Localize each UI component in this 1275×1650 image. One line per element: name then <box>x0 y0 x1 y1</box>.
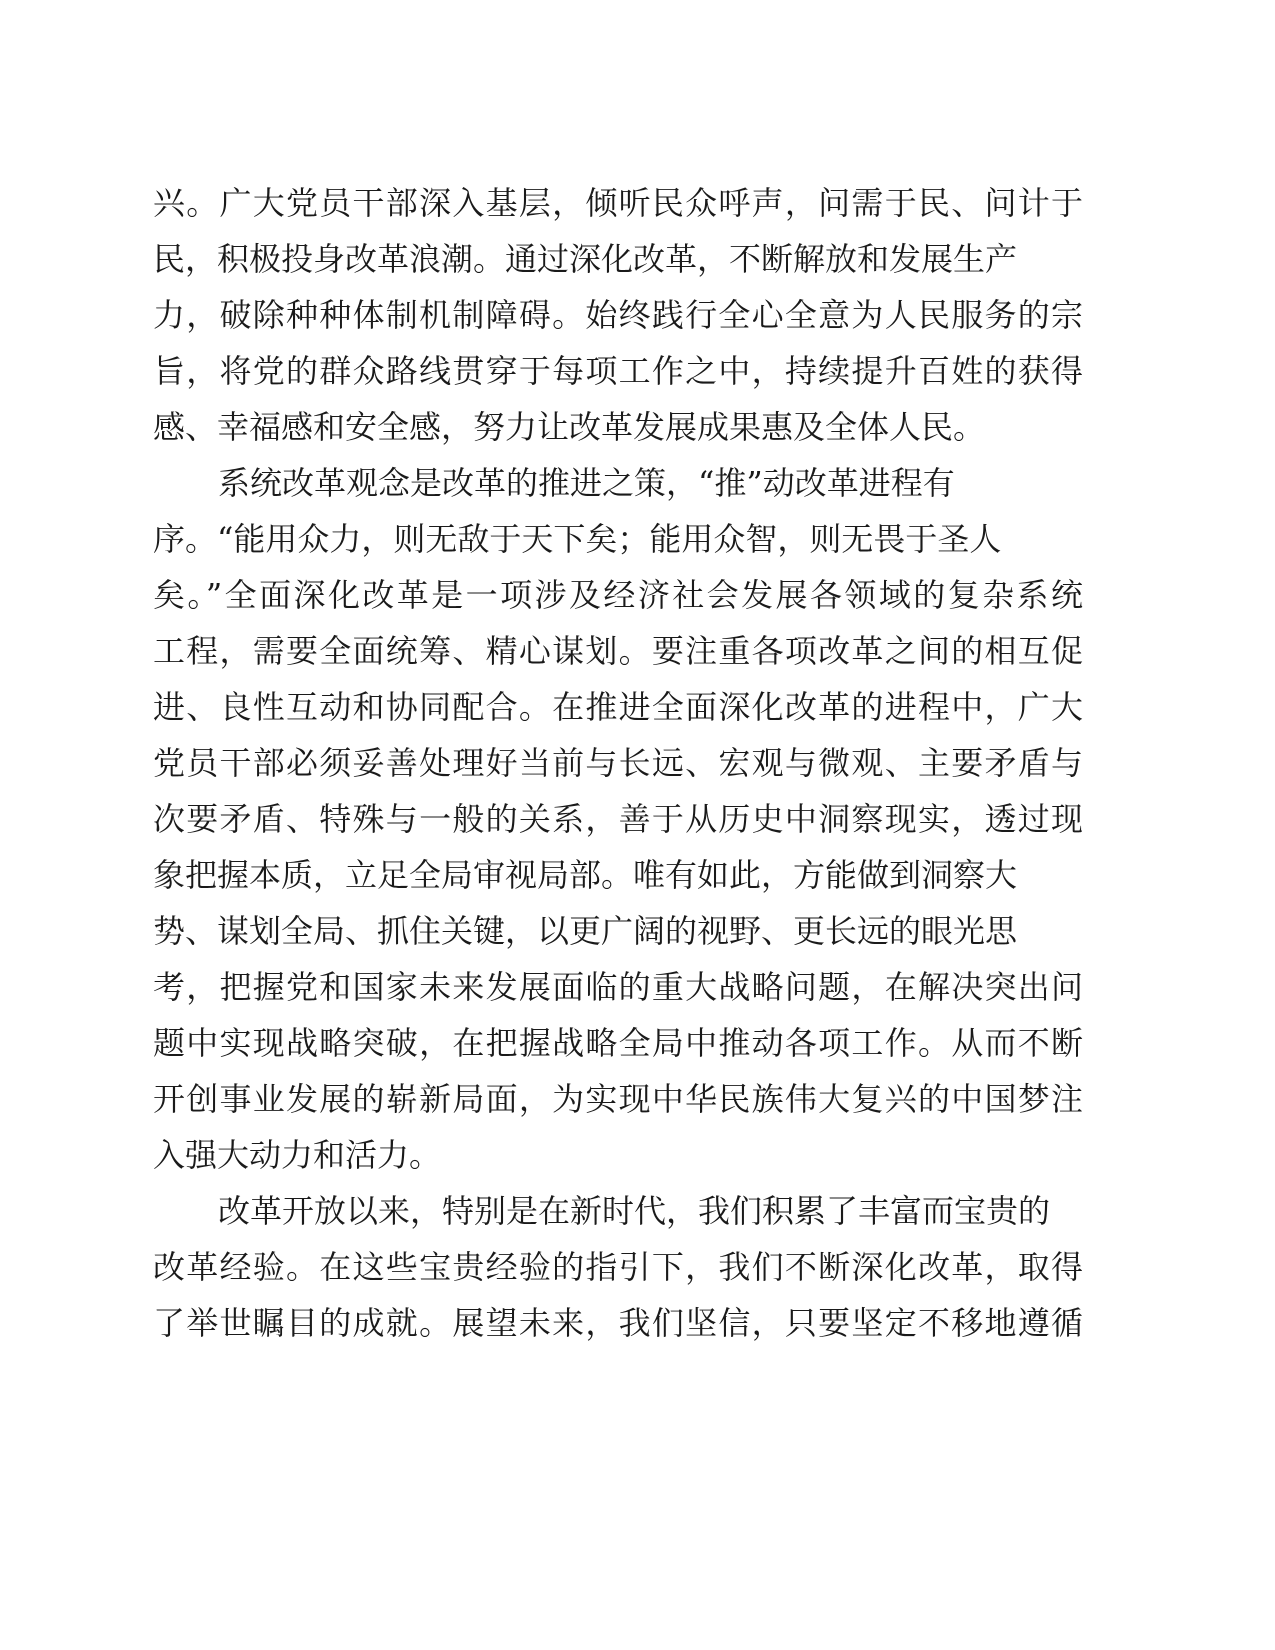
paragraph-2-line-3: 矣。”全面深化改革是一项涉及经济社会发展各领域的复杂系统 <box>153 576 1083 614</box>
paragraph-1-line-5: 感、幸福感和安全感，努力让改革发展成果惠及全体人民。 <box>153 408 986 446</box>
paragraph-2-line-12: 开创事业发展的崭新局面，为实现中华民族伟大复兴的中国梦注 <box>153 1080 1083 1118</box>
paragraph-2-line-9: 势、谋划全局、抓住关键，以更广阔的视野、更长远的眼光思 <box>153 912 1018 950</box>
paragraph-3-line-1: 改革开放以来，特别是在新时代，我们积累了丰富而宝贵的 <box>218 1192 1051 1230</box>
paragraph-1-line-4: 旨，将党的群众路线贯穿于每项工作之中，持续提升百姓的获得 <box>153 352 1083 390</box>
paragraph-3-line-3: 了举世瞩目的成就。展望未来，我们坚信，只要坚定不移地遵循 <box>153 1304 1083 1342</box>
paragraph-2-line-5: 进、良性互动和协同配合。在推进全面深化改革的进程中，广大 <box>153 688 1083 726</box>
paragraph-3-line-2: 改革经验。在这些宝贵经验的指引下，我们不断深化改革，取得 <box>153 1248 1083 1286</box>
paragraph-2-line-6: 党员干部必须妥善处理好当前与长远、宏观与微观、主要矛盾与 <box>153 744 1083 782</box>
paragraph-1-line-3: 力，破除种种体制机制障碍。始终践行全心全意为人民服务的宗 <box>153 296 1083 334</box>
paragraph-2-line-2: 序。“能用众力，则无敌于天下矣；能用众智，则无畏于圣人 <box>153 520 1002 558</box>
paragraph-2-line-11: 题中实现战略突破，在把握战略全局中推动各项工作。从而不断 <box>153 1024 1083 1062</box>
paragraph-1-line-1: 兴。广大党员干部深入基层，倾听民众呼声，问需于民、问计于 <box>153 184 1083 222</box>
paragraph-2-line-7: 次要矛盾、特殊与一般的关系，善于从历史中洞察现实，透过现 <box>153 800 1083 838</box>
paragraph-2-line-13: 入强大动力和活力。 <box>153 1136 442 1174</box>
paragraph-2-line-4: 工程，需要全面统筹、精心谋划。要注重各项改革之间的相互促 <box>153 632 1083 670</box>
paragraph-2-line-1: 系统改革观念是改革的推进之策，“推”动改革进程有 <box>218 464 955 502</box>
paragraph-2-line-8: 象把握本质，立足全局审视局部。唯有如此，方能做到洞察大 <box>153 856 1018 894</box>
paragraph-1-line-2: 民，积极投身改革浪潮。通过深化改革，不断解放和发展生产 <box>153 240 1018 278</box>
paragraph-2-line-10: 考，把握党和国家未来发展面临的重大战略问题，在解决突出问 <box>153 968 1083 1006</box>
